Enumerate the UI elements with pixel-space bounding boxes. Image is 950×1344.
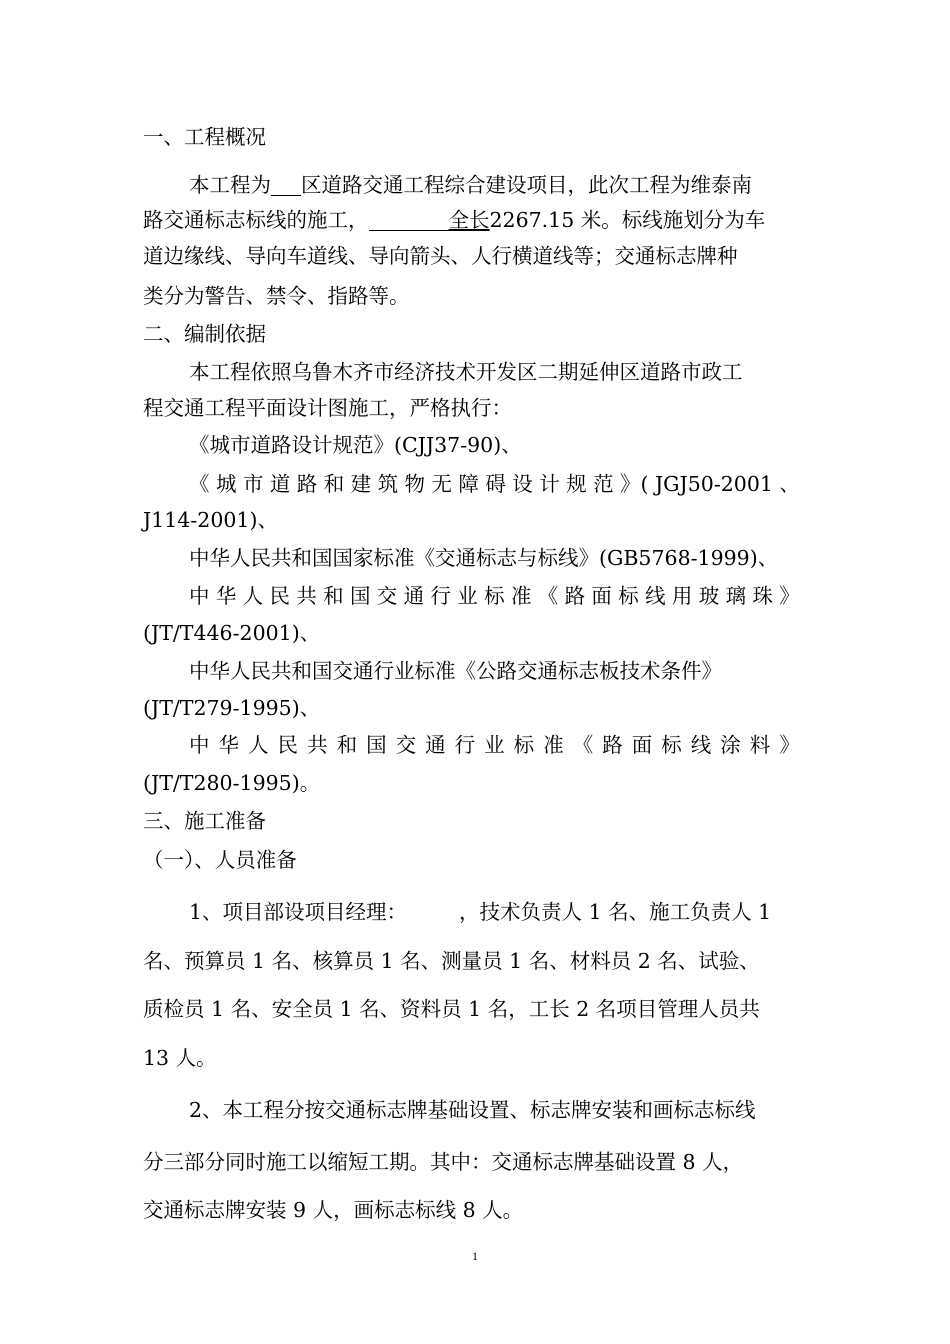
- ref-word: 涂: [720, 733, 741, 757]
- reference-item: 中华人民共和国交通行业标准《公路交通标志板技术条件》: [189, 659, 722, 683]
- reference-item: 中华人民共和国国家标准《交通标志与标线》(GB5768-1999)、: [189, 546, 779, 570]
- ref-word: 标: [618, 584, 639, 608]
- ref-word: 标: [513, 733, 535, 757]
- ref-word: 筑: [377, 472, 399, 496]
- ref-word: 路: [296, 472, 318, 496]
- ref-word: 、: [779, 472, 800, 496]
- text-run: 2267.15 米。标线施划分为车: [489, 208, 766, 232]
- ref-word: 共: [296, 584, 317, 608]
- ref-word: 料: [749, 733, 771, 757]
- reference-item-continued: J114-2001)、: [143, 508, 278, 532]
- ref-word: 面: [591, 584, 612, 608]
- ref-word: 国: [349, 584, 371, 608]
- ref-word: 市: [242, 472, 264, 496]
- paragraph-line: 质检员 1 名、安全员 1 名、资料员 1 名，工长 2 名项目管理人员共: [143, 997, 760, 1021]
- ref-word: 准: [510, 584, 532, 608]
- ref-word: 业: [484, 733, 505, 757]
- ref-word: 道: [269, 472, 291, 496]
- ref-word: 人: [242, 584, 264, 608]
- ref-word: 障: [458, 472, 479, 496]
- paragraph-line: 2、本工程分按交通标志牌基础设置、标志牌安装和画标志标线: [189, 1098, 756, 1122]
- text-run: ，技术负责人 1 名、施工负责人 1: [459, 900, 772, 924]
- fill-blank: [271, 173, 301, 196]
- ref-word: 面: [631, 733, 653, 757]
- ref-word: 行: [430, 584, 451, 608]
- ref-word: 共: [307, 733, 328, 757]
- paragraph-line: 道边缘线、导向车道线、导向箭头、人行横道线等；交通标志牌种: [143, 244, 738, 268]
- ref-word: 和: [323, 472, 345, 496]
- ref-word: 交: [376, 584, 398, 608]
- page-number: 1: [472, 1249, 478, 1263]
- section-heading-basis: 二、编制依据: [143, 322, 266, 346]
- ref-word: 《: [189, 472, 210, 496]
- text-run: 全长: [448, 208, 490, 232]
- ref-word: JGJ50-2001: [654, 472, 773, 496]
- ref-word: 》: [779, 733, 800, 757]
- text-run: 本工程为: [189, 173, 271, 197]
- reference-item: 《城市道路设计规范》(CJJ37-90)、: [189, 433, 522, 457]
- ref-word: 规: [566, 472, 587, 496]
- ref-word: 华: [218, 733, 240, 757]
- ref-word: 中: [189, 733, 210, 757]
- ref-word: 物: [404, 472, 425, 496]
- paragraph-line: 交通标志牌安装 9 人，画标志标线 8 人。: [143, 1198, 524, 1222]
- ref-word: 路: [602, 733, 623, 757]
- ref-word: 玻: [698, 584, 720, 608]
- ref-word: 设: [512, 472, 533, 496]
- ref-word: 业: [457, 584, 478, 608]
- ref-word: 通: [425, 733, 446, 757]
- ref-word: 碍: [485, 472, 506, 496]
- ref-word: 线: [690, 733, 712, 757]
- text-run: 路交通标志标线的施工，: [143, 208, 369, 232]
- ref-word: 行: [454, 733, 476, 757]
- ref-word: 民: [277, 733, 299, 757]
- ref-word: 璃: [725, 584, 747, 608]
- fill-blank: [369, 208, 449, 231]
- ref-word: 人: [248, 733, 269, 757]
- ref-word: 和: [323, 584, 344, 608]
- ref-word: 国: [366, 733, 387, 757]
- ref-word: 准: [543, 733, 564, 757]
- ref-word: 线: [645, 584, 666, 608]
- ref-word: 无: [431, 472, 452, 496]
- ref-word: 建: [350, 472, 372, 496]
- ref-word: 城: [215, 472, 237, 496]
- section-heading-preparation: 三、施工准备: [143, 809, 266, 833]
- ref-word: 范: [593, 472, 614, 496]
- paragraph-line: [189, 899, 771, 925]
- reference-item-continued: (JT/T446-2001)、: [143, 621, 321, 645]
- ref-word: 和: [336, 733, 358, 757]
- reference-item: [189, 732, 800, 758]
- ref-word: 珠: [752, 584, 773, 608]
- paragraph-line: 程交通工程平面设计图施工，严格执行：: [143, 396, 512, 420]
- paragraph-line: [189, 172, 752, 198]
- ref-word: 》: [779, 584, 800, 608]
- reference-item: [189, 583, 800, 609]
- ref-word: 路: [564, 584, 586, 608]
- ref-word: 》(: [620, 472, 649, 496]
- section-heading-overview: 一、工程概况: [143, 125, 266, 149]
- ref-word: 通: [403, 584, 425, 608]
- ref-word: 标: [484, 584, 505, 608]
- paragraph-line: [143, 207, 765, 233]
- ref-word: 计: [539, 472, 560, 496]
- reference-item-continued: (JT/T279-1995)、: [143, 696, 321, 720]
- paragraph-line: 本工程依照乌鲁木齐市经济技术开发区二期延伸区道路市政工: [189, 360, 743, 384]
- text-run: 1、项目部设项目经理：: [189, 900, 408, 924]
- paragraph-line: 类分为警告、禁令、指路等。: [143, 284, 410, 308]
- reference-item: [189, 471, 800, 497]
- ref-word: 中: [189, 584, 210, 608]
- paragraph-line: 名、预算员 1 名、核算员 1 名、测量员 1 名、材料员 2 名、试验、: [143, 949, 760, 973]
- ref-word: 《: [572, 733, 594, 757]
- ref-word: 标: [661, 733, 682, 757]
- reference-item-continued: (JT/T280-1995)。: [143, 771, 321, 795]
- ref-word: 交: [395, 733, 417, 757]
- ref-word: 民: [269, 584, 290, 608]
- paragraph-line: 13 人。: [143, 1046, 217, 1070]
- ref-word: 华: [215, 584, 237, 608]
- text-run: 区道路交通工程综合建设项目，此次工程为维泰南: [301, 173, 752, 197]
- paragraph-line: 分三部分同时施工以缩短工期。其中：交通标志牌基础设置 8 人，: [143, 1150, 744, 1174]
- ref-word: 《: [537, 584, 559, 608]
- ref-word: 用: [671, 584, 693, 608]
- subsection-heading-personnel: （一）、人员准备: [143, 848, 297, 872]
